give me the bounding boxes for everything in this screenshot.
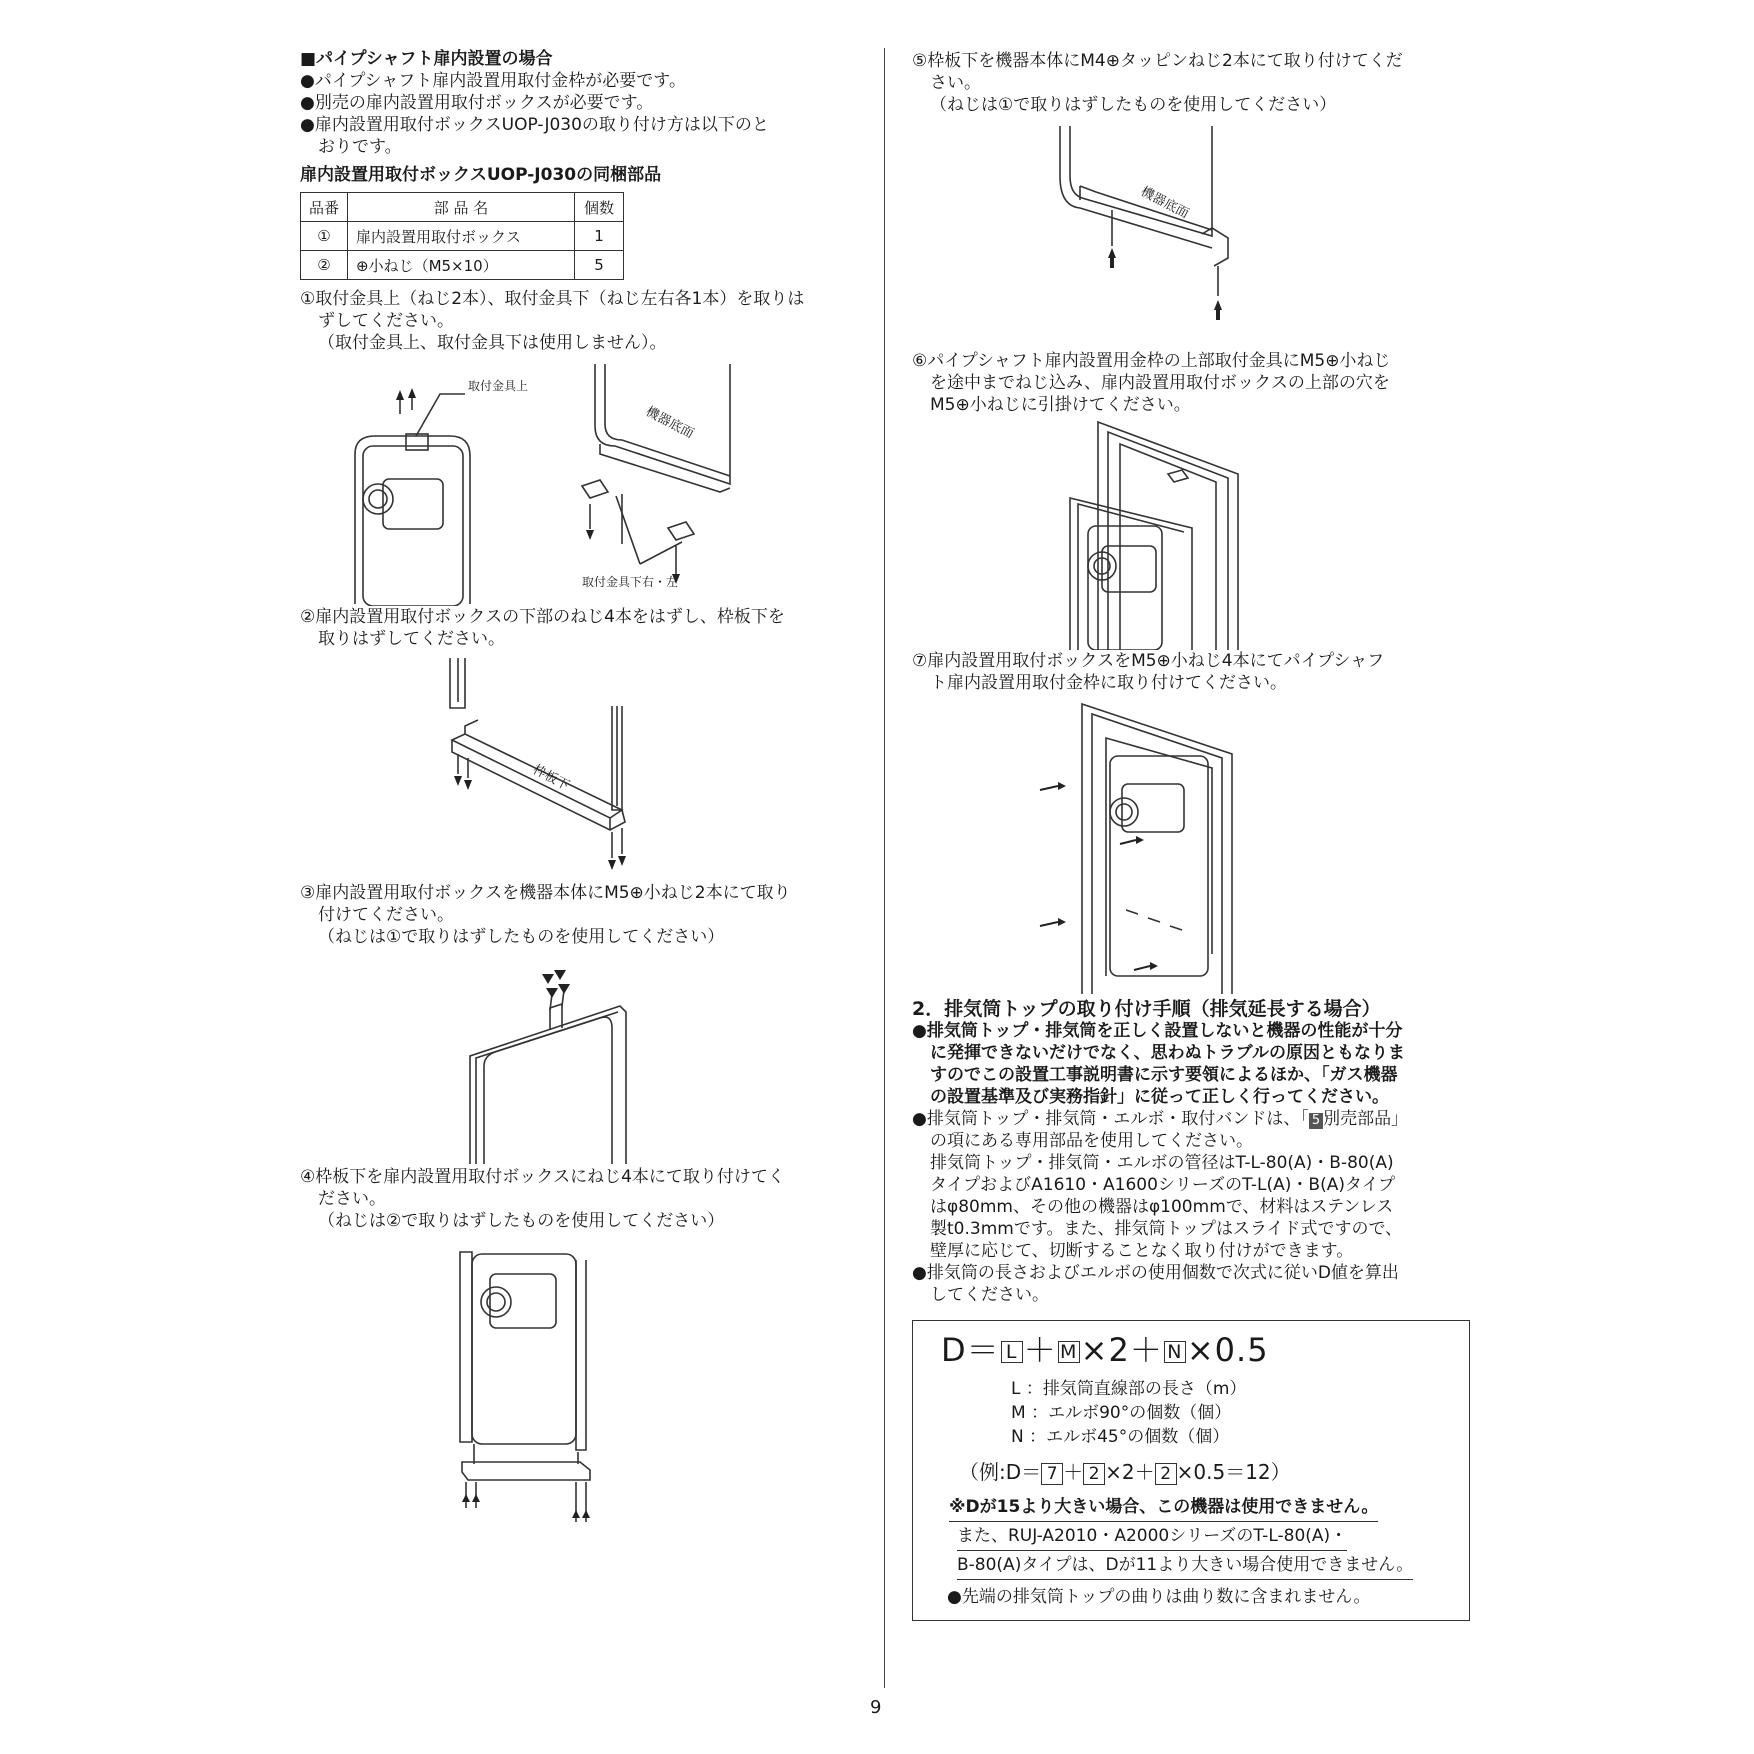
figure-4	[300, 1232, 860, 1532]
step-3: ③扉内設置用取付ボックスを機器本体にM5⊕小ねじ2本にて取り	[300, 883, 791, 903]
example-box: 2	[1155, 1463, 1177, 1485]
step-6: ⑥パイプシャフト扉内設置用金枠の上部取付金具にM5⊕小ねじ	[912, 351, 1391, 371]
formula-definition: L ：排気筒直線部の長さ（m）	[1011, 1379, 1247, 1399]
step-1-cont: ずしてください。	[318, 311, 454, 331]
step-5: ⑤枠板下を機器本体にM4⊕タッピンねじ2本にて取り付けてくだ	[912, 51, 1403, 71]
step-7-cont: ト扉内設置用取付金枠に取り付けてください。	[930, 673, 1287, 693]
note-line: 製t0.3mmです。また、排気筒トップはスライド式ですので、	[930, 1219, 1403, 1239]
table-cell: 1	[575, 222, 624, 251]
formula-example	[959, 1455, 1455, 1489]
note-line: タイプおよびA1610・A1600シリーズのT-L(A)・B(A)タイプ	[930, 1175, 1396, 1195]
note-parts-post: 別売部品」	[1323, 1109, 1409, 1129]
table-header: 部 品 名	[348, 193, 575, 222]
example-text: ×2＋	[1105, 1460, 1155, 1484]
figure-7	[912, 694, 1472, 994]
table-header: 個数	[575, 193, 624, 222]
bullet-line: ●パイプシャフト扉内設置用取付金枠が必要です。	[300, 71, 686, 91]
step-2-cont: 取りはずしてください。	[318, 629, 505, 649]
table-title: 扉内設置用取付ボックスUOP-J030の同梱部品	[300, 165, 662, 185]
step-4-cont: ださい。	[318, 1189, 386, 1209]
table-row	[301, 251, 624, 280]
step-1: ①取付金具上（ねじ2本）、取付金具下（ねじ左右各1本）を取りは	[300, 289, 805, 309]
formula-box	[912, 1320, 1470, 1621]
fig1-label-body: 機器底面	[643, 404, 697, 442]
example-text: （例:D＝	[959, 1460, 1042, 1484]
fig1-label-bottom: 取付金具下右・左	[582, 575, 679, 589]
note-line: してください。	[930, 1285, 1049, 1305]
fig5-label: 機器底面	[1138, 184, 1192, 222]
figure-1	[300, 354, 860, 606]
page-number: 9	[870, 1697, 882, 1718]
formula-op: ×2＋	[1080, 1331, 1163, 1369]
section-heading: ■パイプシャフト扉内設置の場合	[300, 49, 553, 69]
figure-2-drawing	[300, 650, 860, 882]
figure-5-drawing	[912, 116, 1472, 350]
figure-6	[912, 416, 1472, 650]
bold-note: すのでこの設置工事説明書に示す要領によるほか、「ガス機器	[930, 1065, 1398, 1085]
figure-1-drawing	[300, 354, 860, 606]
fig1-label-top: 取付金具上	[468, 379, 529, 393]
table-cell: 5	[575, 251, 624, 280]
bold-note: の設置基準及び実務指針」に従って正しく行ってください。	[930, 1087, 1389, 1107]
formula-definition: M ：エルボ90°の個数（個）	[1011, 1403, 1232, 1423]
step-7: ⑦扉内設置用取付ボックスをM5⊕小ねじ4本にてパイプシャフ	[912, 651, 1385, 671]
table-row	[301, 222, 624, 251]
right-column	[912, 50, 1472, 1621]
step-6-cont: を途中までねじ込み、扉内設置用取付ボックスの上部の穴を	[930, 373, 1390, 393]
example-box: 7	[1041, 1463, 1063, 1485]
step-5-note: （ねじは①で取りはずしたものを使用してください）	[930, 95, 1337, 115]
step-3-cont: 付けてください。	[318, 905, 454, 925]
figure-4-drawing	[300, 1232, 860, 1532]
note-line: の項にある専用部品を使用してください。	[930, 1131, 1253, 1151]
formula-last-note: ●先端の排気筒トップの曲りは曲り数に含まれません。	[947, 1587, 1371, 1607]
step-1-note: （取付金具上、取付金具下は使用しません）。	[318, 333, 667, 353]
bold-note: ●排気筒トップ・排気筒を正しく設置しないと機器の性能が十分	[912, 1021, 1403, 1041]
section-title: 2．排気筒トップの取り付け手順（排気延長する場合）	[912, 998, 1381, 1020]
formula-m-box: M	[1058, 1341, 1080, 1363]
formula-n-box: N	[1164, 1341, 1186, 1363]
example-text: ＋	[1063, 1460, 1084, 1484]
fig2-label: 枠板下	[530, 762, 572, 794]
figure-7-drawing	[912, 694, 1472, 994]
warning-text: ※Dが15より大きい場合、この機器は使用できません。	[949, 1493, 1378, 1522]
table-cell: 扉内設置用取付ボックス	[348, 222, 575, 251]
step-6-cont2: M5⊕小ねじに引掛けてください。	[930, 395, 1191, 415]
figure-2	[300, 650, 860, 882]
table-header: 品番	[301, 193, 348, 222]
bullet-line: ●別売の扉内設置用取付ボックスが必要です。	[300, 93, 654, 113]
step-2: ②扉内設置用取付ボックスの下部のねじ4本をはずし、枠板下を	[300, 607, 785, 627]
formula-op: ×0.5	[1186, 1331, 1269, 1369]
formula-d: D＝	[941, 1331, 1000, 1369]
table-cell: ①	[301, 222, 348, 251]
table-cell: ⊕小ねじ（M5×10）	[348, 251, 575, 280]
formula-l-box: L	[1001, 1341, 1023, 1363]
figure-3-drawing	[300, 948, 860, 1166]
warning-text-2: また、RUJ-A2010・A2000シリーズのT-L-80(A)・	[957, 1522, 1347, 1551]
table-header-row	[301, 193, 624, 222]
formula	[941, 1331, 1455, 1369]
figure-5	[912, 116, 1472, 350]
step-5-cont: さい。	[930, 73, 981, 93]
note-parts	[912, 1108, 1472, 1130]
formula-op: ＋	[1023, 1331, 1057, 1369]
bold-note: に発揮できないだけでなく、思わぬトラブルの原因ともなりま	[930, 1043, 1405, 1063]
left-column	[300, 48, 860, 1532]
warning-text-2b: B-80(A)タイプは、Dが11より大きい場合使用できません。	[957, 1551, 1413, 1580]
table-cell: ②	[301, 251, 348, 280]
section-badge: 5	[1309, 1113, 1323, 1129]
figure-6-drawing	[912, 416, 1472, 650]
step-3-note: （ねじは①で取りはずしたものを使用してください）	[318, 927, 725, 947]
step-4-note: （ねじは②で取りはずしたものを使用してください）	[318, 1211, 725, 1231]
example-box: 2	[1083, 1463, 1105, 1485]
column-divider	[884, 48, 885, 1688]
bullet-line: ●扉内設置用取付ボックスUOP-J030の取り付け方は以下のと	[300, 115, 769, 135]
example-text: ×0.5＝12）	[1176, 1460, 1291, 1484]
bullet-line: おりです。	[318, 137, 402, 157]
note-line: 排気筒トップ・排気筒・エルボの管径はT-L-80(A)・B-80(A)	[930, 1153, 1394, 1173]
figure-3	[300, 948, 860, 1166]
note-line: ●排気筒の長さおよびエルボの使用個数で次式に従いD値を算出	[912, 1263, 1399, 1283]
note-parts-pre: ●排気筒トップ・排気筒・エルボ・取付バンドは、「	[912, 1109, 1309, 1129]
formula-definition: N ：エルボ45°の個数（個）	[1011, 1427, 1230, 1447]
note-line: はφ80mm、その他の機器はφ100mmで、材料はステンレス	[930, 1197, 1394, 1217]
note-line: 壁厚に応じて、切断することなく取り付けができます。	[930, 1241, 1354, 1261]
parts-table	[300, 192, 624, 280]
step-4: ④枠板下を扉内設置用取付ボックスにねじ4本にて取り付けてく	[300, 1167, 785, 1187]
